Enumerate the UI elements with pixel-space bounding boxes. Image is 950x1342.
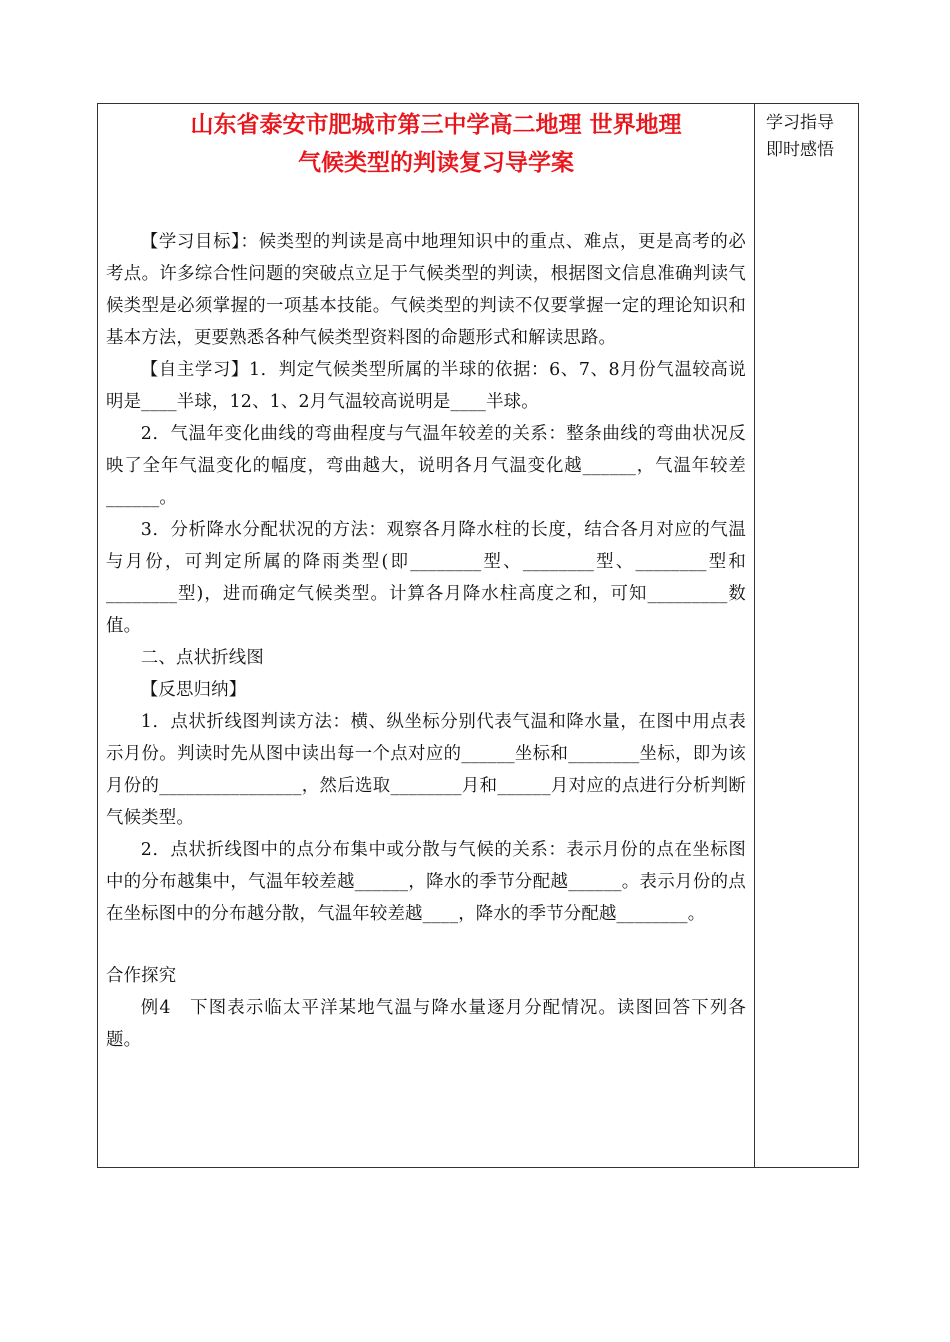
- learning-goal: 【学习目标】：候类型的判读是高中地理知识中的重点、难点，更是高考的必考点。许多综合性问题的突破点立足于气候类型的判读，根据图文信息准确判读气候类型是必须掌握的一项基本技能。气候类型的判读不仅要掌握一定的理论知识和基本方法，更要熟悉各种气候类型资料图的命题形式和解读思路。: [106, 232, 746, 348]
- reflect-heading: 【反思归纳】: [140, 680, 247, 700]
- example-4: 例4 下图表示临太平洋某地气温与降水量逐月分配情况。读图回答下列各题。: [106, 998, 746, 1050]
- title-line-1: 山东省泰安市肥城市第三中学高二地理 世界地理: [190, 111, 682, 138]
- side-label-guide: 学习指导: [766, 113, 834, 133]
- reflect-item-1: 1．点状折线图判读方法：横、纵坐标分别代表气温和降水量，在图中用点表示月份。判读时先从图中读出每一个点对应的______坐标和________坐标，即为该月份的________________，然后选取________月和______月对应的点进行分析判断气候类型。: [106, 712, 746, 828]
- title-line-2: 气候类型的判读复习导学案: [298, 149, 574, 176]
- self-study-3: 3．分析降水分配状况的方法：观察各月降水柱的长度，结合各月对应的气温与月份，可判定所属的降雨类型(即________型、________型、________型和________型)，进而确定气候类型。计算各月降水柱高度之和，可知_________数值。: [106, 520, 746, 636]
- self-study-1: 【自主学习】1．判定气候类型所属的半球的依据：6、7、8月份气温较高说明是____半球，12、1、2月气温较高说明是____半球。: [106, 360, 746, 412]
- self-study-2: 2．气温年变化曲线的弯曲程度与气温年较差的关系：整条曲线的弯曲状况反映了全年气温变化的幅度，弯曲越大，说明各月气温变化越______，气温年较差______。: [106, 424, 746, 508]
- cooperation-heading: 合作探究: [106, 966, 177, 986]
- section-heading-2: 二、点状折线图: [140, 648, 264, 668]
- reflect-item-2: 2．点状折线图中的点分布集中或分散与气候的关系：表示月份的点在坐标图中的分布越集中，气温年较差越______，降水的季节分配越______。表示月份的点在坐标图中的分布越分散，气温年较差越____，降水的季节分配越________。: [106, 840, 746, 924]
- document-title: [106, 106, 746, 182]
- side-column: [766, 110, 854, 164]
- side-label-reflection: 即时感悟: [766, 140, 834, 160]
- column-divider: [754, 103, 755, 1168]
- main-column: [106, 106, 746, 1056]
